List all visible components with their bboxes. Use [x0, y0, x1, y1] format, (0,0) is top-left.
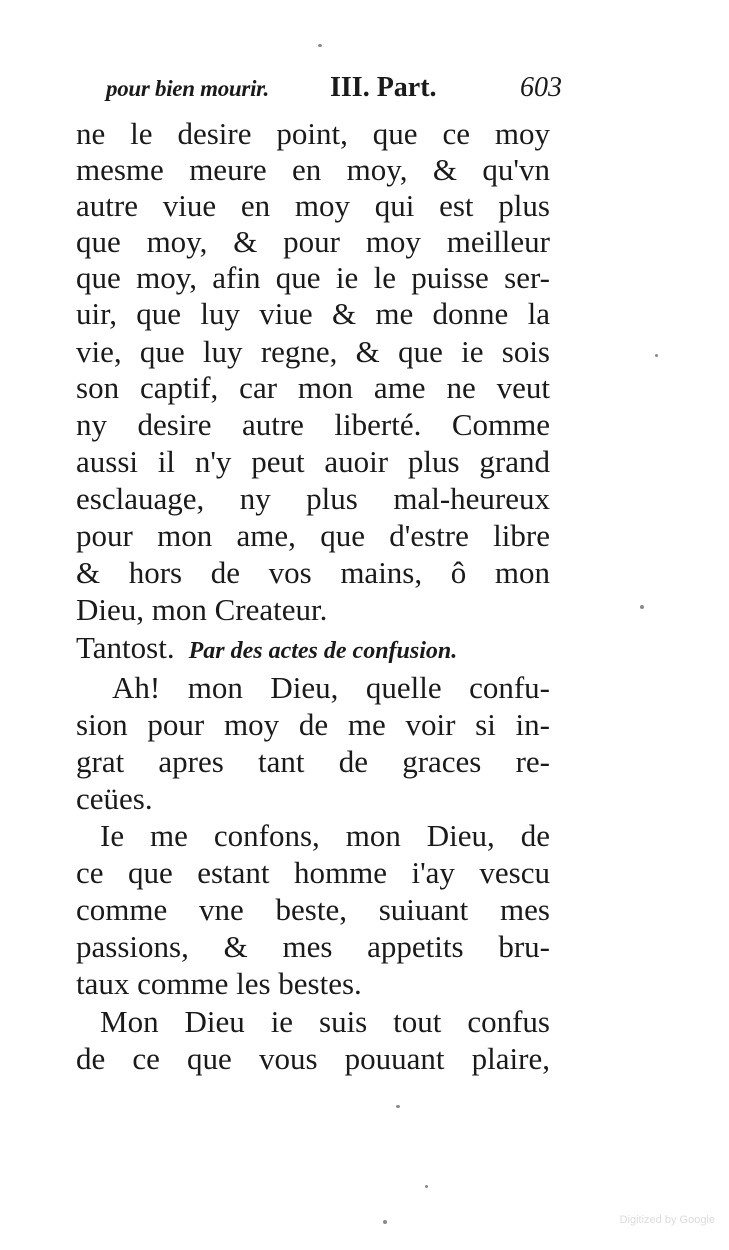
text-line: taux comme les bestes.	[76, 966, 362, 1001]
scan-speck	[396, 1105, 400, 1108]
text-line: son captif, car mon ame ne veut	[76, 370, 550, 405]
text-line: passions, & mes appetits bru-	[76, 929, 550, 964]
text-line: que moy, afin que ie le puisse ser-	[76, 260, 550, 295]
text-line: ceües.	[76, 781, 153, 816]
text-line: vie, que luy regne, & que ie sois	[76, 334, 550, 369]
section-heading	[76, 630, 550, 669]
page-header	[106, 72, 562, 112]
text-line: comme vne beste, suiuant mes	[76, 892, 550, 927]
text-line: esclauage, ny plus mal-heureux	[76, 481, 550, 516]
text-line: Mon Dieu ie suis tout confus	[100, 1004, 550, 1039]
scan-speck	[655, 354, 658, 357]
running-head: pour bien mourir.	[106, 76, 269, 101]
text-line: pour mon ame, que d'estre libre	[76, 518, 550, 553]
text-line: Ah! mon Dieu, quelle confu-	[112, 670, 550, 705]
text-line: ne le desire point, que ce moy	[76, 116, 550, 151]
heading-lead: Tantost.	[76, 630, 175, 665]
watermark: Digitized by Google	[619, 1214, 715, 1226]
text-line: aussi il n'y peut auoir plus grand	[76, 444, 550, 479]
text-line: autre viue en moy qui est plus	[76, 188, 550, 223]
text-line: sion pour moy de me voir si in-	[76, 707, 550, 742]
text-line: Dieu, mon Createur.	[76, 592, 328, 627]
scan-speck	[425, 1185, 428, 1188]
text-line: ce que estant homme i'ay vescu	[76, 855, 550, 890]
page-number: 603	[520, 72, 562, 103]
text-line: de ce que vous pouuant plaire,	[76, 1041, 550, 1076]
text-line: mesme meure en moy, & qu'vn	[76, 152, 550, 187]
part-label: III. Part.	[330, 72, 437, 103]
text-line: Ie me confons, mon Dieu, de	[100, 818, 550, 853]
text-line: & hors de vos mains, ô mon	[76, 555, 550, 590]
scan-speck	[383, 1220, 387, 1224]
text-line: uir, que luy viue & me donne la	[76, 296, 550, 331]
heading-italic: Par des actes de confusion.	[188, 638, 458, 664]
text-line: que moy, & pour moy meilleur	[76, 224, 550, 259]
text-line: ny desire autre liberté. Comme	[76, 407, 550, 442]
scan-speck	[640, 605, 644, 609]
scan-speck	[318, 44, 322, 47]
text-line: grat apres tant de graces re-	[76, 744, 550, 779]
